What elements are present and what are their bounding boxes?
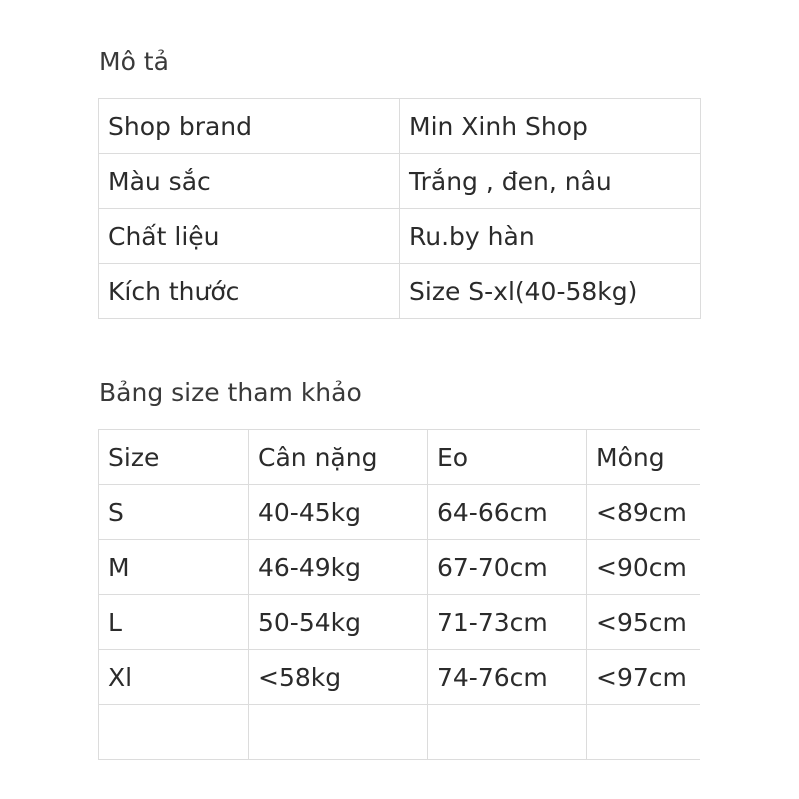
table-row	[99, 705, 701, 760]
table-row	[99, 99, 701, 154]
row-value: Size S-xl(40-58kg)	[400, 264, 701, 319]
table-cell: L	[99, 595, 249, 650]
table-cell	[99, 705, 249, 760]
table-header-row	[99, 430, 701, 485]
size-chart-table	[98, 429, 700, 760]
table-row	[99, 540, 701, 595]
size-chart-container	[98, 429, 700, 763]
row-value: Ru.by hàn	[400, 209, 701, 264]
table-cell	[249, 705, 428, 760]
description-heading: Mô tả	[99, 47, 169, 76]
table-cell: 71-73cm	[428, 595, 587, 650]
column-header: Eo	[428, 430, 587, 485]
table-row	[99, 264, 701, 319]
table-cell: 50-54kg	[249, 595, 428, 650]
row-value: Min Xinh Shop	[400, 99, 701, 154]
table-row	[99, 154, 701, 209]
table-cell: 67-70cm	[428, 540, 587, 595]
table-row	[99, 485, 701, 540]
table-cell: <89cm	[587, 485, 701, 540]
table-cell: <90cm	[587, 540, 701, 595]
table-cell: 64-66cm	[428, 485, 587, 540]
column-header: Cân nặng	[249, 430, 428, 485]
table-cell: 46-49kg	[249, 540, 428, 595]
column-header: Mông	[587, 430, 701, 485]
table-row	[99, 209, 701, 264]
table-cell	[428, 705, 587, 760]
table-cell	[587, 705, 701, 760]
table-cell: <95cm	[587, 595, 701, 650]
table-cell: 40-45kg	[249, 485, 428, 540]
row-label: Màu sắc	[99, 154, 400, 209]
table-cell: M	[99, 540, 249, 595]
table-row	[99, 650, 701, 705]
row-label: Shop brand	[99, 99, 400, 154]
size-chart-heading: Bảng size tham khảo	[99, 378, 362, 407]
table-cell: Xl	[99, 650, 249, 705]
row-label: Kích thước	[99, 264, 400, 319]
row-value: Trắng , đen, nâu	[400, 154, 701, 209]
column-header: Size	[99, 430, 249, 485]
table-row	[99, 595, 701, 650]
table-cell: S	[99, 485, 249, 540]
row-label: Chất liệu	[99, 209, 400, 264]
description-table	[98, 98, 701, 319]
table-cell: <58kg	[249, 650, 428, 705]
table-cell: <97cm	[587, 650, 701, 705]
table-cell: 74-76cm	[428, 650, 587, 705]
